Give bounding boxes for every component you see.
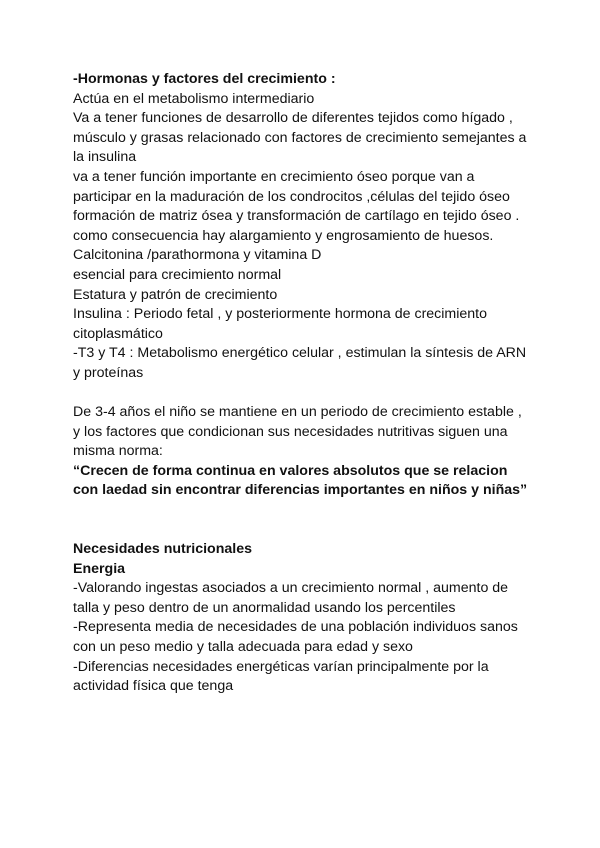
- text-line: -Diferencias necesidades energéticas varían principalmente por la: [73, 658, 489, 675]
- quote-line: “Crecen de forma continua en valores absolutos que se relacion: [73, 462, 508, 479]
- text-line: esencial para crecimiento normal: [73, 266, 282, 283]
- text-line: músculo y grasas relacionado con factores de crecimiento semejantes a: [73, 129, 527, 146]
- text-line: la insulina: [73, 149, 137, 166]
- text-line: con un peso medio y talla adecuada para edad y sexo: [73, 639, 413, 656]
- text-line: De 3-4 años el niño se mantiene en un periodo de crecimiento estable ,: [73, 404, 522, 421]
- subheading-energia: Energia: [73, 560, 126, 577]
- quote-line: con laedad sin encontrar diferencias importantes en niños y niñas”: [73, 482, 528, 499]
- text-line: -T3 y T4 : Metabolismo energético celular , estimulan la síntesis de ARN: [73, 345, 527, 362]
- text-line: y proteínas: [73, 364, 144, 381]
- section-heading-necesidades: Necesidades nutricionales: [73, 541, 252, 558]
- text-line: formación de matriz ósea y transformación de cartílago en tejido óseo .: [73, 208, 520, 225]
- text-line: misma norma:: [73, 443, 163, 460]
- text-line: -Representa media de necesidades de una población individuos sanos: [73, 619, 518, 636]
- text-line: Va a tener funciones de desarrollo de diferentes tejidos como hígado ,: [73, 110, 513, 127]
- text-line: va a tener función importante en crecimiento óseo porque van a: [73, 168, 475, 185]
- text-line: Insulina : Periodo fetal , y posteriormente hormona de crecimiento: [73, 306, 488, 323]
- text-line: talla y peso dentro de un anormalidad usando los percentiles: [73, 599, 456, 616]
- text-line: y los factores que condicionan sus necesidades nutritivas siguen una: [73, 423, 508, 440]
- text-line: como consecuencia hay alargamiento y engrosamiento de huesos.: [73, 227, 494, 244]
- text-line: citoplasmático: [73, 325, 163, 342]
- text-line: Actúa en el metabolismo intermediario: [73, 90, 315, 107]
- text-line: -Valorando ingestas asociados a un crecimiento normal , aumento de: [73, 580, 509, 597]
- text-line: Estatura y patrón de crecimiento: [73, 286, 278, 303]
- text-line: actividad física que tenga: [73, 678, 234, 695]
- section-heading-hormonas: -Hormonas y factores del crecimiento :: [73, 71, 336, 87]
- document-page: [73, 70, 543, 697]
- text-line: Calcitonina /parathormona y vitamina D: [73, 247, 322, 264]
- text-line: participar en la maduración de los condrocitos ,células del tejido óseo: [73, 188, 510, 205]
